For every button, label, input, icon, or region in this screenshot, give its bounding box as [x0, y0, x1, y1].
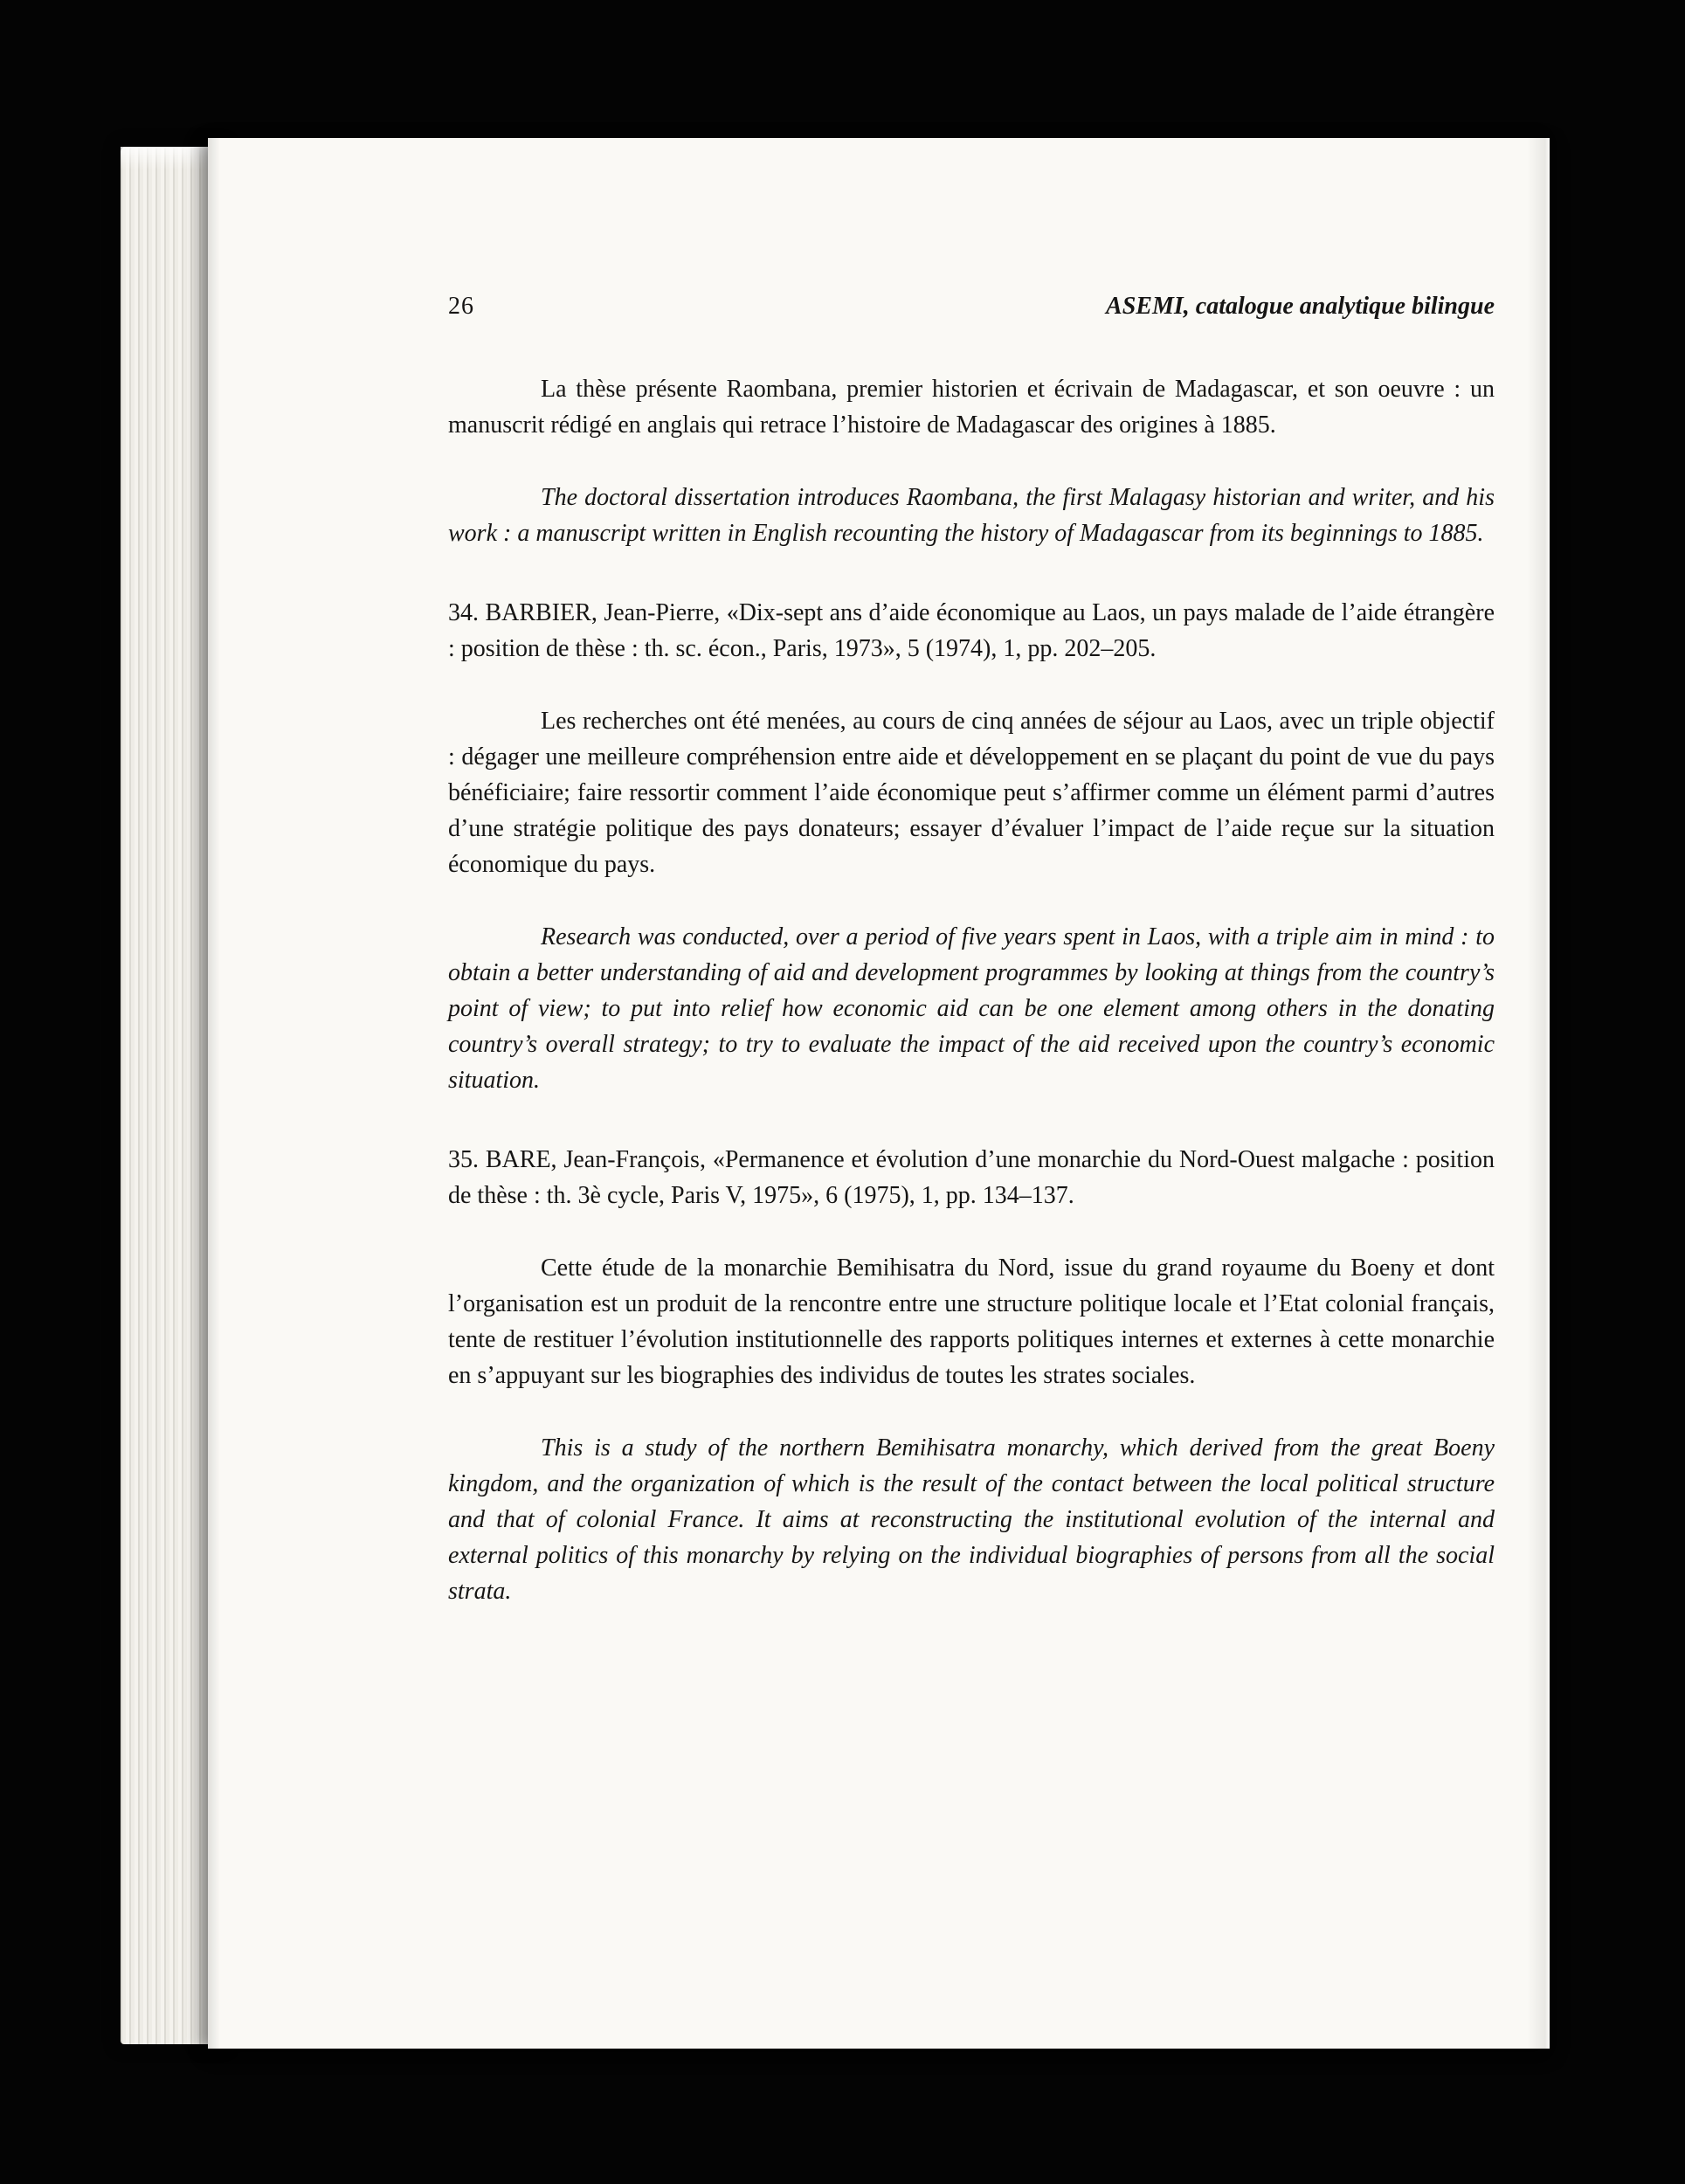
text-block [448, 288, 1495, 1609]
entry-34-heading: 34. BARBIER, Jean-Pierre, «Dix-sept ans d’aide économique au Laos, un pays malade de l’aide étrangère : position de thèse : th. sc. écon., Paris, 1973», 5 (1974), 1, pp. 202–205. [448, 599, 1495, 662]
entry-34-abstract-english: Research was conducted, over a period of five years spent in Laos, with a triple aim in mind : to obtain a better understanding of aid and development programmes by looking at things from the country’s point of view; to put into relief how economic aid can be one element among others in the donating country’s overall strategy; to try to evaluate the impact of the aid received upon the country’s economic situation. [448, 923, 1495, 1094]
intro-abstract-english: The doctoral dissertation introduces Raombana, the first Malagasy historian and writer, and his work : a manuscript written in English recounting the history of Madagascar from its beginnings to 1885. [448, 484, 1495, 547]
book-page [208, 138, 1550, 2049]
entry-35-abstract-english: This is a study of the northern Bemihisatra monarchy, which derived from the great Boeny kingdom, and the organization of which is the result of the contact between the local political structure and that of colonial France. It aims at reconstructing the institutional evolution of the internal and external politics of this monarchy by relying on the individual biographies of persons from all the social strata. [448, 1434, 1495, 1605]
catalogue-entries [448, 371, 1495, 1609]
running-head [448, 288, 1495, 324]
entry-35-heading: 35. BARE, Jean-François, «Permanence et évolution d’une monarchie du Nord-Ouest malgache : position de thèse : th. 3è cycle, Paris V, 1975», 6 (1975), 1, pp. 134–137. [448, 1146, 1495, 1209]
running-title: ASEMI, catalogue analytique bilingue [1106, 293, 1495, 320]
entry-34-abstract-french: Les recherches ont été menées, au cours de cinq années de séjour au Laos, avec un triple objectif : dégager une meilleure compréhension entre aide et développement en se plaçant du point de vue du pays bénéficiaire; faire ressortir comment l’aide économique peut s’affirmer comme un élément parmi d’autres d’une stratégie politique des pays donateurs; essayer d’évaluer l’impact de l’aide reçue sur la situation économique du pays. [448, 708, 1495, 878]
page-number: 26 [448, 293, 474, 320]
entry-35-abstract-french: Cette étude de la monarchie Bemihisatra du Nord, issue du grand royaume du Boeny et dont l’organisation est un produit de la rencontre entre une structure politique locale et l’Etat colonial français, tente de restituer l’évolution institutionnelle des rapports politiques internes et externes à cette monarchie en s’appuyant sur les biographies des individus de toutes les strates sociales. [448, 1254, 1495, 1389]
intro-abstract-french: La thèse présente Raombana, premier historien et écrivain de Madagascar, et son oeuvre : un manuscrit rédigé en anglais qui retrace l’histoire de Madagascar des origines à 1885. [448, 376, 1495, 439]
